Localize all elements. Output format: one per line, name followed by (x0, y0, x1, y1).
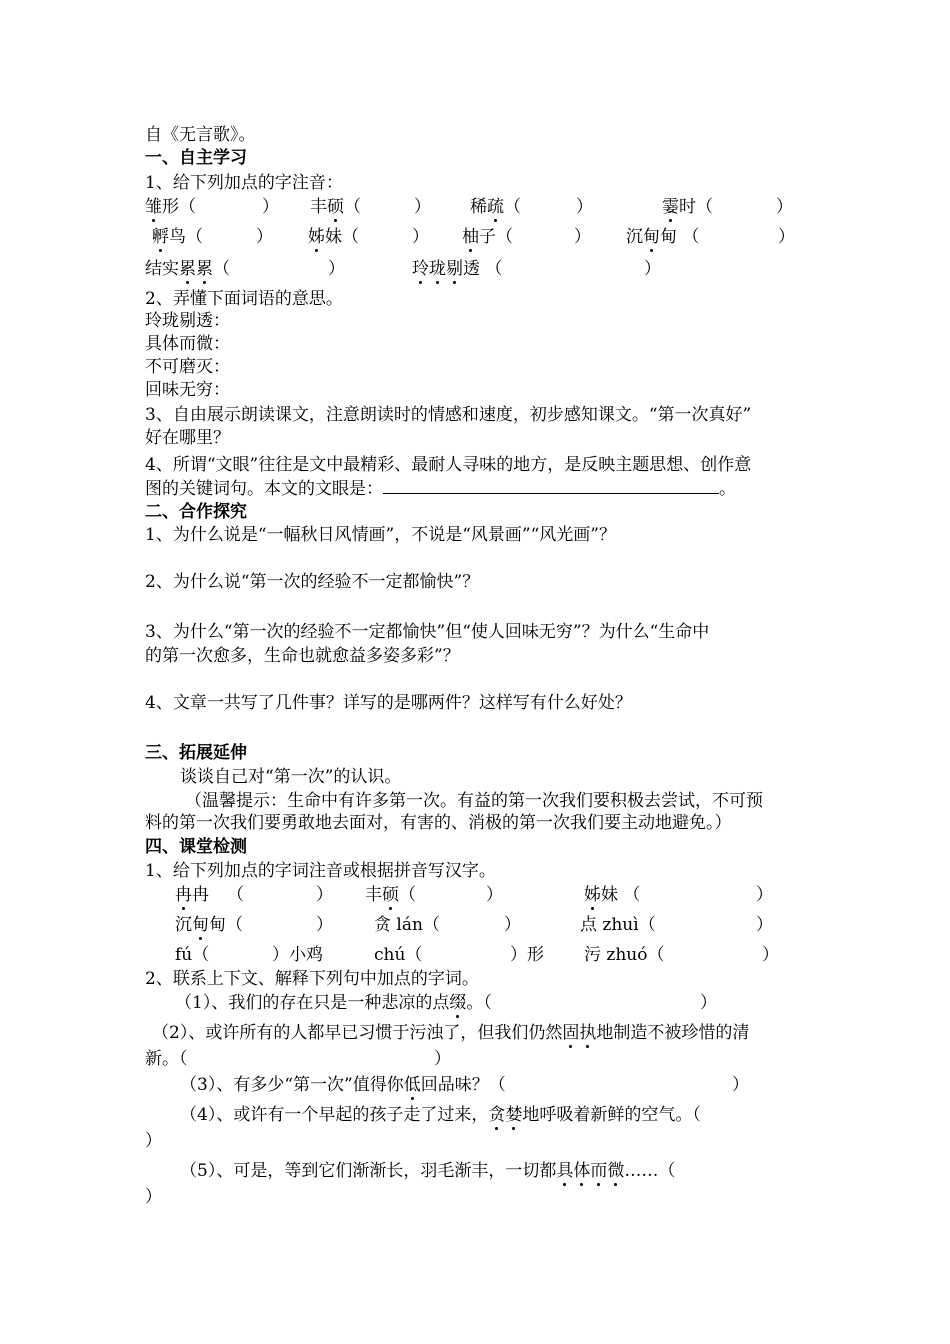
close-paren: ） (504, 915, 521, 935)
test-item-chu: chú（ (374, 945, 423, 965)
s1-question-4b: 图的关键词句。本文的文眼是： 。 (145, 479, 736, 499)
s1-question-2: 2、弄懂下面词语的意思。 (145, 289, 343, 309)
test-item-ranran: 冉冉 （ (175, 885, 244, 905)
close-paren: ） (434, 1049, 451, 1069)
pinyin-item-zimei: 姊妹（ (308, 227, 359, 247)
s3-para-1: 谈谈自己对“第一次”的认识。 (180, 767, 402, 787)
s1-question-3b: 好在哪里？ (145, 428, 230, 448)
close-paren: ） (328, 259, 345, 279)
term-4: 回味无穷： (145, 380, 230, 400)
close-paren-xiaoji: ）小鸡 (272, 945, 323, 965)
pinyin-item-chuxing: 雏形（ (145, 197, 196, 217)
test-item-chendiandian: 沉甸甸（ (175, 915, 243, 935)
s2-question-4: 4、文章一共写了几件事？详写的是哪两件？这样写有什么好处？ (145, 693, 632, 713)
answer-blank[interactable] (383, 479, 719, 494)
close-paren: ） (576, 197, 593, 217)
close-paren: ） (644, 259, 661, 279)
sentence-3: （3）、有多少“第一次”值得你低回品味？（ (180, 1075, 506, 1095)
close-paren-xing: ）形 (510, 945, 544, 965)
close-paren: ） (256, 227, 273, 247)
s3-para-2b: 料的第一次我们要勇敢地去面对，有害的、消极的第一次我们要主动地避免。） (145, 813, 732, 833)
close-paren: ） (316, 885, 333, 905)
test-item-zimei: 姊妹 （ (584, 885, 641, 905)
term-2: 具体而微： (145, 334, 230, 354)
pinyin-item-youzi: 柚子（ (462, 227, 513, 247)
close-paren: ） (262, 197, 279, 217)
term-1: 玲珑剔透： (145, 311, 230, 331)
sentence-1: （1）、我们的存在只是一种悲凉的点缀。（ (175, 993, 492, 1013)
sentence-4b: ） (145, 1131, 162, 1151)
close-paren: ） (762, 945, 779, 965)
test-item-tanlan: 贪 lán（ (374, 915, 440, 935)
close-paren: ） (756, 885, 773, 905)
sentence-4: （4）、或许有一个早起的孩子走了过来，贪婪地呼吸着新鲜的空气。（ (180, 1105, 701, 1125)
pinyin-item-chendiandian: 沉甸甸 （ (626, 227, 700, 247)
test-item-wuzhuo: 污 zhuó（ (584, 945, 665, 965)
close-paren: ） (412, 227, 429, 247)
term-3: 不可磨灭： (145, 357, 230, 377)
close-paren: ） (778, 227, 795, 247)
section-1-title: 一、自主学习 (145, 148, 247, 168)
section-3-title: 三、拓展延伸 (145, 743, 247, 763)
close-paren: ） (316, 915, 333, 935)
s1-question-3a: 3、自由展示朗读课文，注意朗读时的情感和速度，初步感知课文。“第一次真好” (145, 405, 752, 425)
test-item-dianzhui: 点 zhuì（ (580, 915, 656, 935)
section-4-title: 四、课堂检测 (145, 837, 247, 857)
pinyin-item-jieshileilei: 结实累累（ (145, 259, 230, 279)
test-item-fengshuo: 丰硕（ (365, 885, 416, 905)
pinyin-item-shashi: 霎时（ (662, 197, 713, 217)
intro-line: 自《无言歌》。 (145, 125, 256, 145)
s2-question-1: 1、为什么说是“一幅秋日风情画”，不说是“风景画”“风光画”？ (145, 525, 616, 545)
sentence-5b: ） (145, 1187, 162, 1207)
sentence-2: （2）、或许所有的人都早已习惯于污浊了，但我们仍然固执地制造不被珍惜的清 (152, 1023, 750, 1043)
test-item-fu: fú（ (175, 945, 210, 965)
s2-question-3a: 3、为什么“第一次的经验不一定都愉快”但“使人回味无穷”？为什么“生命中 (145, 622, 710, 642)
s1-question-1: 1、给下列加点的字注音： (145, 173, 343, 193)
s4-question-2: 2、联系上下文、解释下列句中加点的字词。 (145, 969, 479, 989)
s4-question-1: 1、给下列加点的字词注音或根据拼音写汉字。 (145, 861, 496, 881)
close-paren: ） (700, 993, 717, 1013)
s2-question-2: 2、为什么说“第一次的经验不一定都愉快”？ (145, 572, 480, 592)
s2-question-3b: 的第一次愈多，生命也就愈益多姿多彩”？ (145, 646, 460, 666)
close-paren: ） (574, 227, 591, 247)
close-paren: ） (486, 885, 503, 905)
sentence-5: （5）、可是，等到它们渐渐长，羽毛渐丰，一切都具体而微……（ (180, 1161, 676, 1181)
s1-question-4a: 4、所谓“文眼”往往是文中最精彩、最耐人寻味的地方，是反映主题思想、创作意 (145, 455, 752, 475)
section-2-title: 二、合作探究 (145, 502, 247, 522)
close-paren: ） (756, 915, 773, 935)
pinyin-item-xishu: 稀疏（ (470, 197, 521, 217)
close-paren: ） (776, 197, 793, 217)
pinyin-item-funiao: 孵鸟（ (152, 227, 203, 247)
close-paren: ） (732, 1075, 749, 1095)
close-paren: ） (414, 197, 431, 217)
pinyin-item-fengshuo: 丰硕（ (310, 197, 361, 217)
pinyin-item-linglongtitou: 玲珑剔透 （ (412, 259, 503, 279)
sentence-2b: 新。（ (145, 1049, 188, 1069)
s3-para-2a: （温馨提示：生命中有许多第一次。有益的第一次我们要积极去尝试，不可预 (185, 791, 763, 811)
